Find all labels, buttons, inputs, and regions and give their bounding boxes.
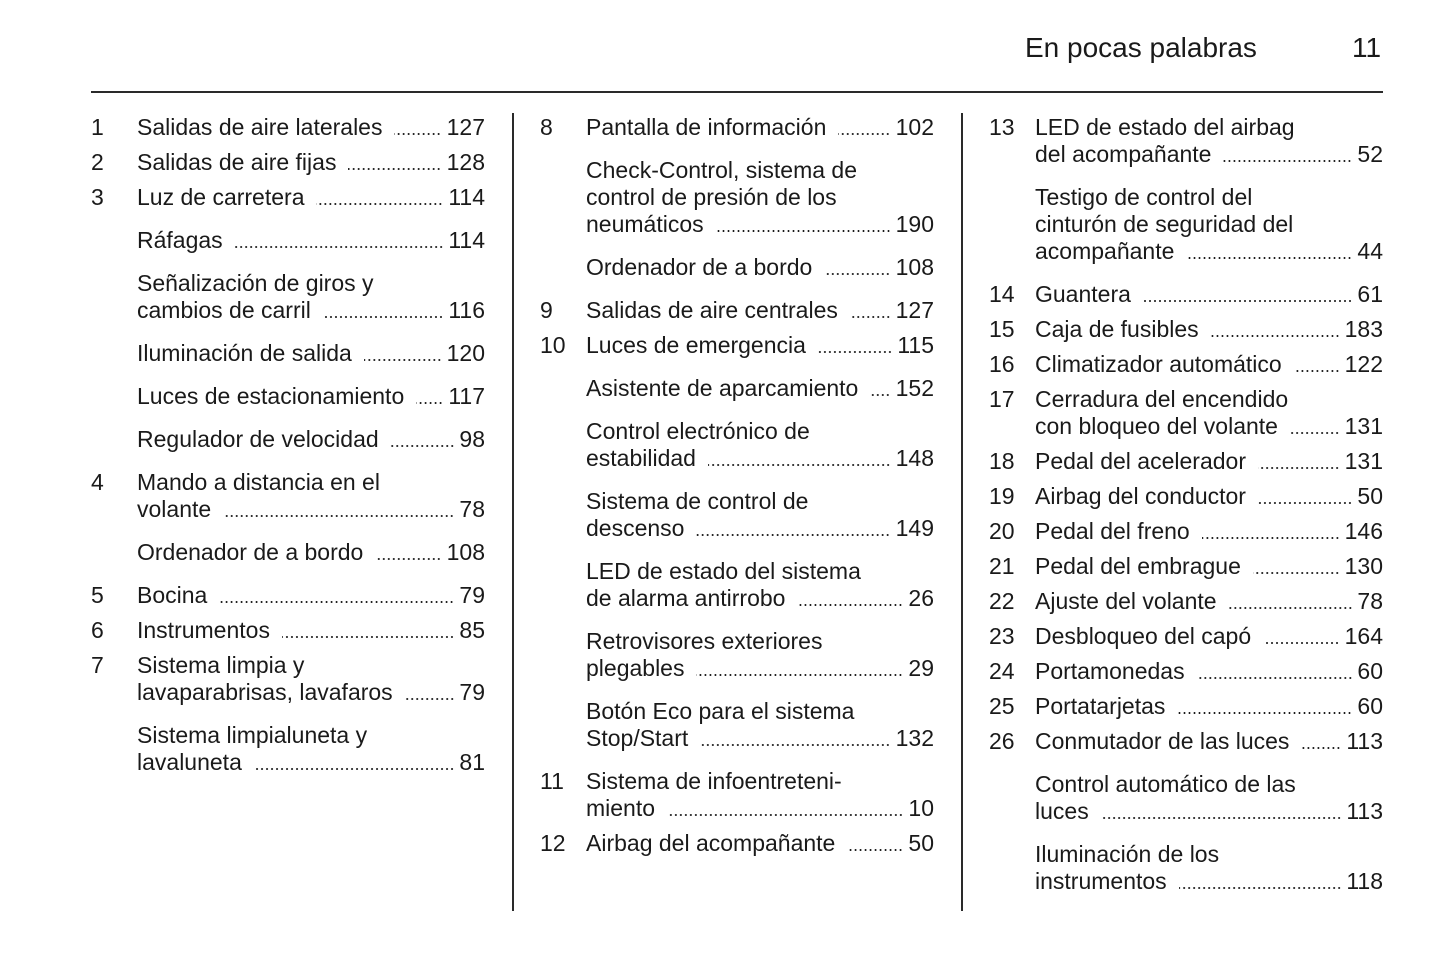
index-entry [540,768,934,822]
entry-line [586,515,934,542]
entry-text: Caja de fusibles [1035,316,1199,342]
index-entry [540,254,934,281]
entry-line [137,539,485,566]
column-divider [961,113,963,911]
entry-line [1035,141,1383,168]
entry-line [1035,728,1383,755]
entry-line [137,582,485,609]
entry-text: Cerradura del encendido [1035,386,1289,412]
entry-line [1035,281,1383,308]
entry-line [586,211,934,238]
item-number: 24 [989,658,1015,684]
page-reference: 79 [459,582,485,608]
dot-leader [1143,300,1353,302]
dot-leader [1197,677,1353,679]
page-reference: 78 [459,496,485,522]
entry-text: Airbag del conductor [1035,483,1246,509]
dot-leader [716,230,891,232]
dot-leader [696,674,903,676]
entry-text: luces [1035,798,1089,824]
entry-line [1035,868,1383,895]
entry-line [1035,448,1383,475]
page-reference: 152 [895,375,934,401]
page-reference: 114 [448,184,485,210]
page-reference: 183 [1344,316,1383,342]
item-number: 4 [91,469,104,495]
item-number: 9 [540,297,553,323]
index-entry [91,383,485,410]
entry-text: Ordenador de a bordo [137,539,364,565]
index-entry [91,227,485,254]
dot-leader [1101,817,1342,819]
entry-text: LED de estado del sistema [586,558,861,584]
dot-leader [824,273,890,275]
entry-text: Asistente de aparcamiento [586,375,859,401]
item-number: 21 [989,553,1015,579]
entry-text: Iluminación de salida [137,340,352,366]
item-number: 23 [989,623,1015,649]
item-number: 25 [989,693,1015,719]
index-entry [989,728,1383,755]
page-reference: 117 [448,383,485,409]
entry-text: Salidas de aire fijas [137,149,337,175]
entry-line [586,830,934,857]
entry-text: Iluminación de los [1035,841,1220,867]
entry-line [1035,553,1383,580]
page-number: 11 [1352,32,1382,63]
item-number: 10 [540,332,566,358]
page-reference: 148 [895,445,934,471]
dot-leader [1229,607,1353,609]
entry-line [586,297,934,324]
index-entry [989,351,1383,378]
dot-leader [700,744,890,746]
dot-leader [1258,467,1340,469]
index-entry [91,426,485,453]
index-entry [989,114,1383,168]
item-number: 6 [91,617,104,643]
dot-leader [1186,257,1352,259]
item-number: 26 [989,728,1015,754]
entry-text: Luces de emergencia [586,332,806,358]
entry-line [586,655,934,682]
page-reference: 114 [448,227,485,253]
dot-leader [1202,537,1340,539]
entry-text: Instrumentos [137,617,270,643]
dot-leader [797,604,903,606]
page-reference: 81 [459,749,485,775]
index-entry [91,652,485,706]
column-divider [512,113,514,911]
index-column-2 [540,114,934,857]
entry-text: Señalización de giros y [137,270,374,296]
index-entry [989,588,1383,615]
dot-leader [391,445,455,447]
entry-line [586,375,934,402]
page-reference: 113 [1346,798,1383,824]
page-title: En pocas palabras [1025,32,1257,63]
index-entry [989,518,1383,545]
index-entry [989,841,1383,895]
entry-text: volante [137,496,212,522]
page-reference: 108 [446,539,485,565]
entry-line [137,617,485,644]
entry-line [1035,238,1383,265]
entry-text: Check-Control, sistema de [586,157,857,183]
entry-text: LED de estado del airbag [1035,114,1295,140]
entry-line [1035,658,1383,685]
entry-line [137,340,485,367]
entry-text: acompañante [1035,238,1175,264]
dot-leader [282,636,454,638]
entry-text: Control automático de las [1035,771,1296,797]
entry-text: Sistema de control de [586,488,809,514]
page-reference: 122 [1344,351,1383,377]
index-entry [540,418,934,472]
entry-text: Luz de carretera [137,184,305,210]
dot-leader [323,316,443,318]
entry-text: con bloqueo del volante [1035,413,1278,439]
index-entry [989,184,1383,265]
entry-line [1035,693,1383,720]
page-reference: 120 [446,340,485,366]
dot-leader [416,402,443,404]
index-entry [989,483,1383,510]
entry-line [1035,588,1383,615]
entry-line [1035,518,1383,545]
dot-leader [1301,747,1341,749]
entry-text: Pedal del freno [1035,518,1190,544]
page-reference: 44 [1357,238,1383,264]
dot-leader [1223,160,1352,162]
entry-line [1035,483,1383,510]
entry-text: Climatizador automático [1035,351,1282,377]
dot-leader [375,558,441,560]
page-reference: 78 [1357,588,1383,614]
entry-text: Salidas de aire laterales [137,114,383,140]
entry-line [586,332,934,359]
index-entry [540,698,934,752]
entry-text: Regulador de velocidad [137,426,379,452]
index-entry [989,386,1383,440]
header-rule [91,91,1383,93]
entry-text: instrumentos [1035,868,1167,894]
entry-line [137,114,485,141]
item-number: 14 [989,281,1015,307]
page-reference: 60 [1357,693,1383,719]
entry-line [1035,413,1383,440]
entry-text: Retrovisores exteriores [586,628,823,654]
page-reference: 108 [895,254,934,280]
page-reference: 128 [446,149,485,175]
page-reference: 127 [895,297,934,323]
dot-leader [1177,712,1352,714]
item-number: 20 [989,518,1015,544]
page-reference: 164 [1344,623,1383,649]
entry-line [137,383,485,410]
entry-line [586,585,934,612]
page-reference: 127 [446,114,485,140]
item-number: 16 [989,351,1015,377]
entry-line [137,679,485,706]
index-entry [989,693,1383,720]
page-reference: 98 [459,426,485,452]
entry-text: Sistema limpialuneta y [137,722,368,748]
entry-text: estabilidad [586,445,696,471]
item-number: 8 [540,114,553,140]
page-reference: 79 [459,679,485,705]
dot-leader [838,133,890,135]
index-entry [540,558,934,612]
index-entry [540,488,934,542]
item-number: 13 [989,114,1015,140]
index-entry [540,332,934,359]
entry-text: Desbloqueo del capó [1035,623,1252,649]
entry-line [586,254,934,281]
entry-text: cinturón de seguridad del [1035,211,1294,237]
index-entry [91,340,485,367]
index-entry [540,297,934,324]
dot-leader [394,133,441,135]
dot-leader [219,601,454,603]
index-entry [989,658,1383,685]
dot-leader [405,698,455,700]
entry-text: plegables [586,655,685,681]
entry-text: Stop/Start [586,725,689,751]
dot-leader [850,316,891,318]
page-reference: 146 [1344,518,1383,544]
dot-leader [254,768,455,770]
dot-leader [1290,432,1340,434]
index-entry [91,149,485,176]
page-reference: 131 [1344,413,1383,439]
entry-text: Pantalla de información [586,114,827,140]
dot-leader [870,394,890,396]
item-number: 18 [989,448,1015,474]
page-reference: 50 [908,830,934,856]
entry-text: Salidas de aire centrales [586,297,838,323]
entry-text: descenso [586,515,685,541]
entry-line [137,227,485,254]
page-reference: 85 [459,617,485,643]
entry-text: de alarma antirrobo [586,585,786,611]
dot-leader [818,351,892,353]
page-reference: 115 [897,332,934,358]
page-reference: 131 [1344,448,1383,474]
index-entry [540,375,934,402]
page-reference: 113 [1346,728,1383,754]
item-number: 15 [989,316,1015,342]
index-entry [989,316,1383,343]
entry-text: Bocina [137,582,208,608]
entry-line [586,114,934,141]
index-entry [91,469,485,523]
index-entry [91,722,485,776]
entry-line [137,426,485,453]
page-reference: 10 [908,795,934,821]
entry-line [137,149,485,176]
index-entry [540,628,934,682]
item-number: 19 [989,483,1015,509]
item-number: 22 [989,588,1015,614]
entry-text: Conmutador de las luces [1035,728,1290,754]
page-reference: 50 [1357,483,1383,509]
entry-text: Luces de estacionamiento [137,383,405,409]
entry-text: Portatarjetas [1035,693,1166,719]
dot-leader [1253,572,1340,574]
dot-leader [1211,335,1340,337]
dot-leader [1263,642,1340,644]
entry-text: Pedal del embrague [1035,553,1241,579]
entry-text: Sistema limpia y [137,652,305,678]
entry-line [1035,798,1383,825]
index-entry [989,623,1383,650]
entry-text: Pedal del acelerador [1035,448,1246,474]
index-entry [91,617,485,644]
dot-leader [348,168,441,170]
page-reference: 130 [1344,553,1383,579]
index-column-1 [91,114,485,776]
item-number: 11 [540,768,564,794]
dot-leader [1294,370,1340,372]
index-entry [540,830,934,857]
entry-text: Ajuste del volante [1035,588,1217,614]
item-number: 3 [91,184,104,210]
page-reference: 132 [895,725,934,751]
index-entry [91,270,485,324]
dot-leader [847,849,903,851]
entry-line [137,749,485,776]
index-entry [91,582,485,609]
entry-text: lavaluneta [137,749,242,775]
index-entry [91,539,485,566]
dot-leader [364,359,442,361]
entry-text: Botón Eco para el sistema [586,698,855,724]
item-number: 17 [989,386,1015,412]
entry-text: Airbag del acompañante [586,830,836,856]
dot-leader [316,203,443,205]
entry-text: neumáticos [586,211,704,237]
index-entry [91,114,485,141]
entry-text: Sistema de infoentreteni- [586,768,842,794]
entry-line [1035,623,1383,650]
page-reference: 102 [895,114,934,140]
entry-line [137,496,485,523]
page-reference: 60 [1357,658,1383,684]
entry-text: Portamonedas [1035,658,1185,684]
index-entry [989,771,1383,825]
entry-text: Control electrónico de [586,418,810,444]
entry-text: Testigo de control del [1035,184,1253,210]
entry-text: Ordenador de a bordo [586,254,813,280]
index-entry [540,157,934,238]
item-number: 1 [91,114,104,140]
dot-leader [1179,887,1342,889]
page-reference: 118 [1346,868,1383,894]
item-number: 7 [91,652,104,678]
page-reference: 29 [908,655,934,681]
entry-line [586,445,934,472]
page-reference: 61 [1357,281,1383,307]
index-entry [989,448,1383,475]
item-number: 2 [91,149,104,175]
entry-text: miento [586,795,656,821]
entry-text: Guantera [1035,281,1131,307]
entry-line [586,725,934,752]
dot-leader [235,246,444,248]
item-number: 5 [91,582,104,608]
dot-leader [223,515,454,517]
entry-line [586,795,934,822]
entry-text: Mando a distancia en el [137,469,380,495]
page-reference: 52 [1357,141,1383,167]
index-entry [989,553,1383,580]
page-reference: 116 [448,297,485,323]
entry-text: Ráfagas [137,227,223,253]
entry-line [1035,351,1383,378]
page-reference: 149 [895,515,934,541]
entry-text: lavaparabrisas, lavafaros [137,679,393,705]
entry-text: del acompañante [1035,141,1212,167]
entry-line [137,184,485,211]
entry-text: control de presión de los [586,184,837,210]
entry-line [1035,316,1383,343]
dot-leader [1258,502,1352,504]
dot-leader [696,534,890,536]
dot-leader [708,464,891,466]
index-column-3 [989,114,1383,895]
index-entry [540,114,934,141]
index-entry [91,184,485,211]
entry-line [137,297,485,324]
page-reference: 190 [895,211,934,237]
item-number: 12 [540,830,566,856]
dot-leader [667,814,903,816]
entry-text: cambios de carril [137,297,311,323]
index-entry [989,281,1383,308]
page-reference: 26 [908,585,934,611]
